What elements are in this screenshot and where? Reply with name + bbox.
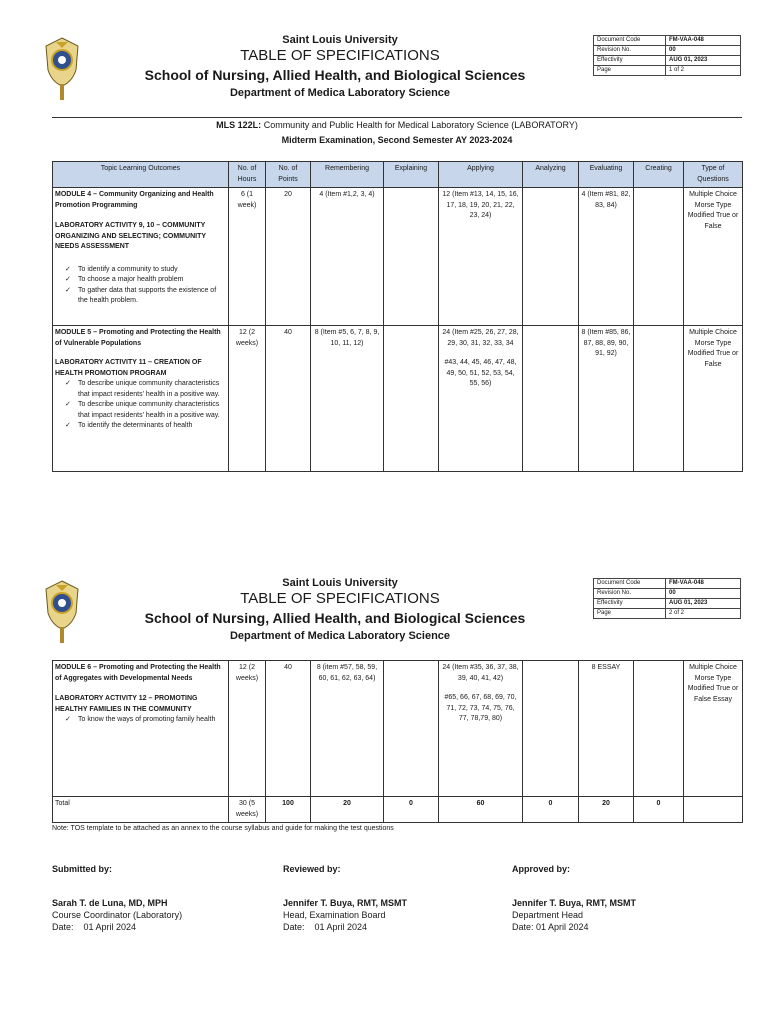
col-header-points: No. of Points — [266, 162, 311, 188]
signature-date: Date: 01 April 2024 — [512, 922, 589, 932]
doc-code-value: FM-VAA-048 — [666, 36, 741, 46]
document-control-table — [593, 578, 741, 619]
remembering-cell: 8 (item #57, 58, 59, 60, 61, 62, 63, 64) — [311, 661, 384, 797]
university-seal-icon — [42, 579, 82, 645]
list-item: ✓ To describe unique community characteristics that impact residents' health in a positive way. — [65, 380, 220, 398]
effectivity-label: Effectivity — [594, 599, 666, 609]
header-divider — [52, 117, 742, 118]
signature-date: Date: 01 April 2024 — [283, 922, 368, 932]
total-points: 100 — [266, 797, 311, 823]
revision-value: 00 — [666, 46, 741, 56]
signatory-name: Sarah T. de Luna, MD, MPH — [52, 898, 168, 908]
evaluating-cell: 8 (Item #85, 86, 87, 88, 89, 90, 91, 92) — [579, 326, 634, 472]
school-name: School of Nursing, Allied Health, and Biological Sciences — [144, 67, 526, 83]
total-evaluating: 20 — [579, 797, 634, 823]
explaining-cell — [384, 188, 439, 326]
creating-cell — [634, 188, 684, 326]
signature-label: Approved by: — [512, 864, 571, 874]
checkmark-icon: ✓ — [65, 276, 71, 283]
question-type-cell: Multiple Choice Morse Type Modified True or False — [684, 326, 743, 472]
evaluating-cell: 8 ESSAY — [579, 661, 634, 797]
university-seal-icon — [42, 36, 82, 102]
university-name: Saint Louis University — [282, 34, 398, 46]
doc-code-label: Document Code — [594, 36, 666, 46]
effectivity-value: AUG 01, 2023 — [666, 56, 741, 66]
points-cell: 20 — [266, 188, 311, 326]
list-item: ✓ To know the ways of promoting family health — [65, 715, 226, 726]
points-cell: 40 — [266, 661, 311, 797]
creating-cell — [634, 326, 684, 472]
total-remembering: 20 — [311, 797, 384, 823]
page-value: 2 of 2 — [666, 609, 741, 619]
total-type — [684, 797, 743, 823]
signatory-role: Department Head — [512, 910, 584, 920]
total-applying: 60 — [439, 797, 523, 823]
hours-cell: 12 (2 weeks) — [229, 326, 266, 472]
points-cell: 40 — [266, 326, 311, 472]
hours-cell: 6 (1 week) — [229, 188, 266, 326]
doc-code-value: FM-VAA-048 — [666, 579, 741, 589]
total-row — [53, 797, 743, 823]
remembering-cell: 4 (Item #1,2, 3, 4) — [311, 188, 384, 326]
objectives-list — [55, 379, 226, 432]
activity-title: LABORATORY ACTIVITY 11 – CREATION OF HEALTH PROMOTION PROGRAM — [55, 359, 202, 377]
document-title: TABLE OF SPECIFICATIONS — [240, 47, 440, 64]
course-title — [52, 120, 742, 130]
analyzing-cell — [523, 326, 579, 472]
module-title: MODULE 4 – Community Organizing and Health Promotion Programming — [55, 191, 214, 209]
applying-cell: 12 (Item #13, 14, 15, 16, 17, 18, 19, 20, 21, 22, 23, 24) — [439, 188, 523, 326]
page-label: Page — [594, 66, 666, 76]
objectives-list — [55, 715, 226, 726]
col-header-explaining: Explaining — [384, 162, 439, 188]
exam-title: Midterm Examination, Second Semester AY 2023-2024 — [281, 135, 513, 145]
total-label: Total — [53, 797, 229, 823]
document-title: TABLE OF SPECIFICATIONS — [240, 590, 440, 607]
module-title: MODULE 6 – Promoting and Protecting the Health of Aggregates with Developmental Needs — [55, 664, 221, 682]
signature-date: Date: 01 April 2024 — [52, 922, 137, 932]
signature-approved — [512, 863, 636, 933]
page-value: 1 of 2 — [666, 66, 741, 76]
department-name: Department of Medica Laboratory Science — [229, 630, 451, 642]
analyzing-cell — [523, 188, 579, 326]
revision-label: Revision No. — [594, 589, 666, 599]
applying-cell: 24 (Item #25, 26, 27, 28, 29, 30, 31, 32, 33, 34 #43, 44, 45, 46, 47, 48, 49, 50, 51, 52, 53, 54, 55, 56) — [439, 326, 523, 472]
activity-title: LABORATORY ACTIVITY 9, 10 – COMMUNITY ORGANIZING AND SELECTING; COMMUNITY NEEDS ASSESSMENT — [55, 222, 206, 250]
checkmark-icon: ✓ — [65, 380, 71, 387]
checkmark-icon: ✓ — [65, 265, 71, 273]
signature-reviewed — [283, 863, 407, 933]
explaining-cell — [384, 661, 439, 797]
signatory-name: Jennifer T. Buya, RMT, MSMT — [283, 898, 408, 908]
signatory-name: Jennifer T. Buya, RMT, MSMT — [512, 898, 637, 908]
list-item: ✓ To identify a community to study — [65, 265, 226, 276]
analyzing-cell — [523, 661, 579, 797]
tos-table-page2 — [52, 660, 743, 823]
outcome-cell — [53, 188, 229, 326]
applying-cell: 24 (Item #35, 36, 37, 38, 39, 40, 41, 42) #65, 66, 67, 68, 69, 70, 71, 72, 73, 74, 75, 76, 77, 78,79, 80) — [439, 661, 523, 797]
list-item: ✓ To describe unique community characteristics that impact residents' health in a positive way. — [65, 401, 220, 419]
total-analyzing: 0 — [523, 797, 579, 823]
total-creating: 0 — [634, 797, 684, 823]
list-item: ✓ To gather data that supports the existence of the health problem. — [65, 286, 217, 304]
checkmark-icon: ✓ — [65, 401, 71, 408]
course-name: Community and Public Health for Medical Laboratory Science (LABORATORY) — [261, 120, 578, 130]
course-code: MLS 122L: — [216, 120, 262, 130]
total-hours: 30 (5 weeks) — [229, 797, 266, 823]
total-explaining: 0 — [384, 797, 439, 823]
table-header-row — [53, 162, 743, 188]
outcome-cell — [53, 661, 229, 797]
col-header-analyzing: Analyzing — [523, 162, 579, 188]
outcome-cell — [53, 326, 229, 472]
hours-cell: 12 (2 weeks) — [229, 661, 266, 797]
list-item: ✓ To choose a major health problem — [65, 275, 226, 286]
module-title: MODULE 5 – Promoting and Protecting the Health of Vulnerable Populations — [55, 329, 221, 347]
question-type-cell: Multiple Choice Morse Type Modified True or False Essay — [684, 661, 743, 797]
doc-code-label: Document Code — [594, 579, 666, 589]
table-row — [53, 188, 743, 326]
col-header-applying: Applying — [439, 162, 523, 188]
signatory-role: Head, Examination Board — [283, 910, 386, 920]
document-control-table — [593, 35, 741, 76]
effectivity-label: Effectivity — [594, 56, 666, 66]
activity-title: LABORATORY ACTIVITY 12 – PROMOTING HEALTHY FAMILIES IN THE COMMUNITY — [55, 695, 198, 713]
explaining-cell — [384, 326, 439, 472]
school-name: School of Nursing, Allied Health, and Biological Sciences — [144, 610, 526, 626]
col-header-outcomes: Topic Learning Outcomes — [53, 162, 229, 188]
checkmark-icon: ✓ — [65, 286, 71, 294]
table-row — [53, 661, 743, 797]
objectives-list — [55, 265, 226, 307]
signature-submitted — [52, 863, 182, 933]
revision-label: Revision No. — [594, 46, 666, 56]
col-header-evaluating: Evaluating — [579, 162, 634, 188]
page-label: Page — [594, 609, 666, 619]
checkmark-icon: ✓ — [65, 422, 71, 429]
signature-label: Submitted by: — [52, 864, 112, 874]
university-name: Saint Louis University — [282, 577, 398, 589]
signature-label: Reviewed by: — [283, 864, 341, 874]
creating-cell — [634, 661, 684, 797]
col-header-remembering: Remembering — [311, 162, 384, 188]
col-header-creating: Creating — [634, 162, 684, 188]
footnote: Note: TOS template to be attached as an annex to the course syllabus and guide for making the test questions — [52, 825, 394, 832]
list-item: ✓ To identify the determinants of health — [65, 421, 226, 432]
effectivity-value: AUG 01, 2023 — [666, 599, 741, 609]
revision-value: 00 — [666, 589, 741, 599]
col-header-type: Type of Questions — [684, 162, 743, 188]
table-row — [53, 326, 743, 472]
checkmark-icon: ✓ — [65, 716, 71, 723]
question-type-cell: Multiple Choice Morse Type Modified True or False — [684, 188, 743, 326]
col-header-hours: No. of Hours — [229, 162, 266, 188]
department-name: Department of Medica Laboratory Science — [229, 87, 451, 99]
signatory-role: Course Coordinator (Laboratory) — [52, 910, 183, 920]
evaluating-cell: 4 (Item #81, 82, 83, 84) — [579, 188, 634, 326]
remembering-cell: 8 (Item #5, 6, 7, 8, 9, 10, 11, 12) — [311, 326, 384, 472]
tos-table-page1 — [52, 161, 743, 472]
